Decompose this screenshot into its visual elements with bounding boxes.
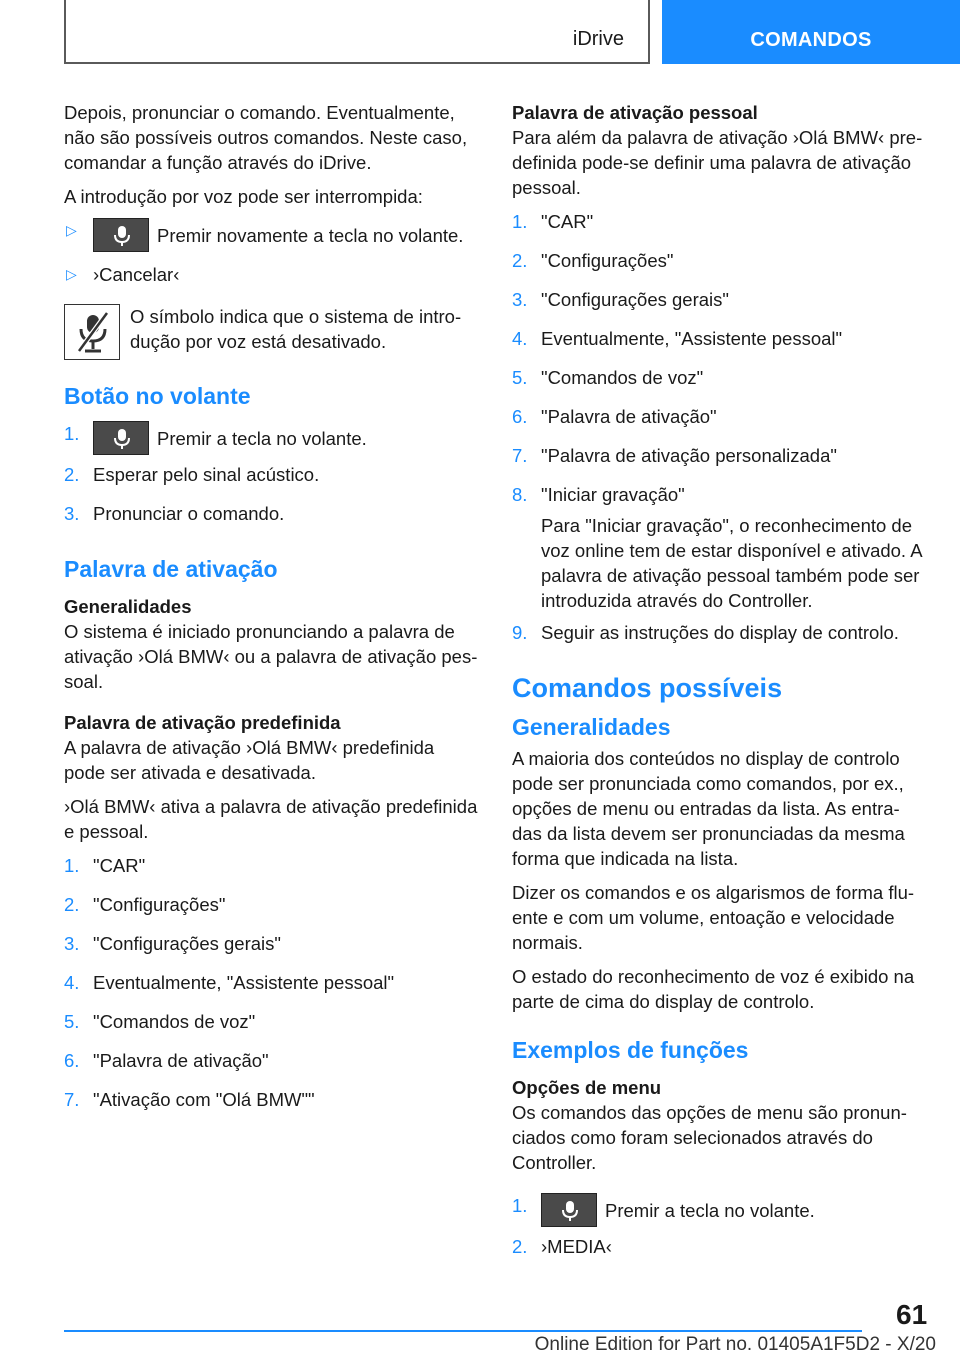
list-item bbox=[512, 482, 928, 613]
list-item bbox=[64, 421, 480, 455]
heading-function-examples: Exemplos de funções bbox=[512, 1037, 749, 1063]
list-item bbox=[64, 1048, 480, 1080]
step-number: 3. bbox=[64, 503, 80, 524]
predefined-paragraph: A palavra de ativação ›Olá BMW‹ predefinida pode ser ativada e desativada. bbox=[64, 737, 435, 783]
personal-paragraph: Para além da palavra de ativação ›Olá BMW‹ pre-definida pode-se definir uma palavra de ativação pessoal. bbox=[512, 127, 923, 198]
list-item bbox=[512, 326, 928, 358]
general-paragraph: O sistema é iniciado pronunciando a palavra de ativação ›Olá BMW‹ ou a palavra de ativação pes-soal. bbox=[64, 621, 478, 692]
voice-disabled-note bbox=[64, 304, 480, 360]
list-item bbox=[512, 248, 928, 280]
general-paragraph: Dizer os comandos e os algarismos de forma flu-ente e com um volume, entoação e velocidade normais. bbox=[512, 882, 915, 953]
menu-steps-list bbox=[512, 1193, 928, 1266]
heading-possible-commands: Comandos possíveis bbox=[512, 673, 783, 703]
right-column bbox=[512, 100, 928, 1276]
step-number: 3. bbox=[64, 933, 80, 954]
step-text: ›MEDIA‹ bbox=[541, 1236, 612, 1257]
heading-steering-button: Botão no volante bbox=[64, 383, 251, 409]
list-item bbox=[64, 462, 480, 494]
list-item bbox=[64, 853, 480, 885]
step-number: 2. bbox=[64, 464, 80, 485]
step-number: 7. bbox=[64, 1089, 80, 1110]
step-text: "Palavra de ativação" bbox=[93, 1050, 269, 1071]
step-text: Seguir as instruções do display de controlo. bbox=[541, 622, 899, 643]
steering-wheel-voice-button-icon bbox=[541, 1193, 597, 1227]
list-item bbox=[64, 501, 480, 533]
header-chapter-tab: COMANDOS bbox=[662, 0, 960, 64]
list-item bbox=[64, 970, 480, 1002]
bullet-text: ›Cancelar‹ bbox=[93, 264, 180, 285]
step-text: Esperar pelo sinal acústico. bbox=[93, 464, 320, 485]
page-number: 61 bbox=[896, 1299, 928, 1330]
menu-paragraph: Os comandos das opções de menu são pronun-ciados como foram selecionados através do Controller. bbox=[512, 1102, 907, 1173]
intro-paragraph: Depois, pronunciar o comando. Eventualmente, não são possíveis outros comandos. Neste caso, comandar a função através do iDrive. bbox=[64, 102, 468, 173]
steering-wheel-voice-button-icon bbox=[93, 421, 149, 455]
step-text: "Comandos de voz" bbox=[93, 1011, 256, 1032]
step-text: "Configurações" bbox=[93, 894, 226, 915]
step-number: 1. bbox=[512, 1195, 528, 1216]
step-number: 9. bbox=[512, 622, 528, 643]
subheading-menu-options: Opções de menu bbox=[512, 1077, 662, 1098]
list-item bbox=[64, 892, 480, 924]
heading-wake-word: Palavra de ativação bbox=[64, 556, 278, 582]
step-text: "Palavra de ativação personalizada" bbox=[541, 445, 837, 466]
step-number: 8. bbox=[512, 484, 528, 505]
triangle-bullet-icon: ▷ bbox=[66, 266, 77, 282]
list-item bbox=[512, 287, 928, 319]
steering-wheel-voice-button-icon bbox=[93, 218, 149, 252]
step-number: 4. bbox=[512, 328, 528, 349]
step-text: "CAR" bbox=[541, 211, 594, 232]
step-number: 6. bbox=[64, 1050, 80, 1071]
step-number: 1. bbox=[512, 211, 528, 232]
step-number: 1. bbox=[64, 423, 80, 444]
list-item bbox=[512, 1193, 928, 1227]
general-paragraph: O estado do reconhecimento de voz é exibido na parte de cima do display de controlo. bbox=[512, 966, 915, 1012]
step-number: 2. bbox=[64, 894, 80, 915]
list-item bbox=[64, 1087, 480, 1119]
step-text: Eventualmente, "Assistente pessoal" bbox=[541, 328, 843, 349]
step-subtext: Para "Iniciar gravação", o reconhecimento de voz online tem de estar disponível e ativado. A palavra de ativação pessoal também pode ser introduzida através do Controller. bbox=[541, 515, 922, 611]
step-number: 3. bbox=[512, 289, 528, 310]
step-number: 7. bbox=[512, 445, 528, 466]
subheading-general: Generalidades bbox=[64, 596, 192, 617]
list-item bbox=[64, 1009, 480, 1041]
predefined-steps-list bbox=[64, 853, 480, 1119]
step-number: 4. bbox=[64, 972, 80, 993]
interrupt-bullet-list bbox=[64, 218, 480, 294]
personal-steps-list bbox=[512, 209, 928, 652]
list-item bbox=[512, 1234, 928, 1266]
triangle-bullet-icon: ▷ bbox=[66, 222, 77, 238]
step-number: 5. bbox=[64, 1011, 80, 1032]
list-item bbox=[512, 620, 928, 652]
step-text: "Comandos de voz" bbox=[541, 367, 704, 388]
list-item bbox=[64, 262, 480, 294]
intro-paragraph: A introdução por voz pode ser interrompida: bbox=[64, 186, 423, 207]
step-text: Premir a tecla no volante. bbox=[157, 427, 367, 449]
step-number: 2. bbox=[512, 250, 528, 271]
list-item bbox=[512, 209, 928, 241]
list-item bbox=[512, 404, 928, 436]
list-item bbox=[64, 931, 480, 963]
header-section-title: iDrive bbox=[572, 28, 624, 50]
general-paragraph: A maioria dos conteúdos no display de controlo pode ser pronunciada como comandos, por ex., opções de menu ou entradas da lista. As entra-das da lista devem ser pronunciadas da mesma forma que indicada na lista. bbox=[512, 748, 905, 869]
step-text: Eventualmente, "Assistente pessoal" bbox=[93, 972, 395, 993]
bullet-text: Premir novamente a tecla no volante. bbox=[157, 224, 464, 246]
footer-divider bbox=[64, 1330, 862, 1332]
step-number: 1. bbox=[64, 855, 80, 876]
step-text: "Configurações gerais" bbox=[541, 289, 729, 310]
header-frame bbox=[64, 0, 650, 64]
list-item bbox=[512, 443, 928, 475]
note-text: O símbolo indica que o sistema de intro-dução por voz está desativado. bbox=[130, 306, 462, 352]
heading-general: Generalidades bbox=[512, 714, 671, 740]
step-text: "Ativação com "Olá BMW"" bbox=[93, 1089, 315, 1110]
predefined-paragraph: ›Olá BMW‹ ativa a palavra de ativação predefinida e pessoal. bbox=[64, 796, 478, 842]
step-text: "Configurações" bbox=[541, 250, 674, 271]
subheading-personal-wake-word: Palavra de ativação pessoal bbox=[512, 102, 758, 123]
step-number: 6. bbox=[512, 406, 528, 427]
step-number: 5. bbox=[512, 367, 528, 388]
step-text: Pronunciar o comando. bbox=[93, 503, 285, 524]
step-text: "Palavra de ativação" bbox=[541, 406, 717, 427]
button-steps-list bbox=[64, 421, 480, 533]
footer-edition-text: Online Edition for Part no. 01405A1F5D2 - X/20 bbox=[534, 1334, 936, 1355]
list-item bbox=[512, 365, 928, 397]
subheading-predefined-wake-word: Palavra de ativação predefinida bbox=[64, 712, 341, 733]
list-item bbox=[64, 218, 480, 252]
microphone-disabled-icon bbox=[64, 304, 120, 360]
left-column bbox=[64, 100, 480, 1129]
step-text: "Configurações gerais" bbox=[93, 933, 281, 954]
step-text: Premir a tecla no volante. bbox=[605, 1199, 815, 1221]
step-number: 2. bbox=[512, 1236, 528, 1257]
step-text: "Iniciar gravação" bbox=[541, 484, 685, 505]
step-text: "CAR" bbox=[93, 855, 146, 876]
